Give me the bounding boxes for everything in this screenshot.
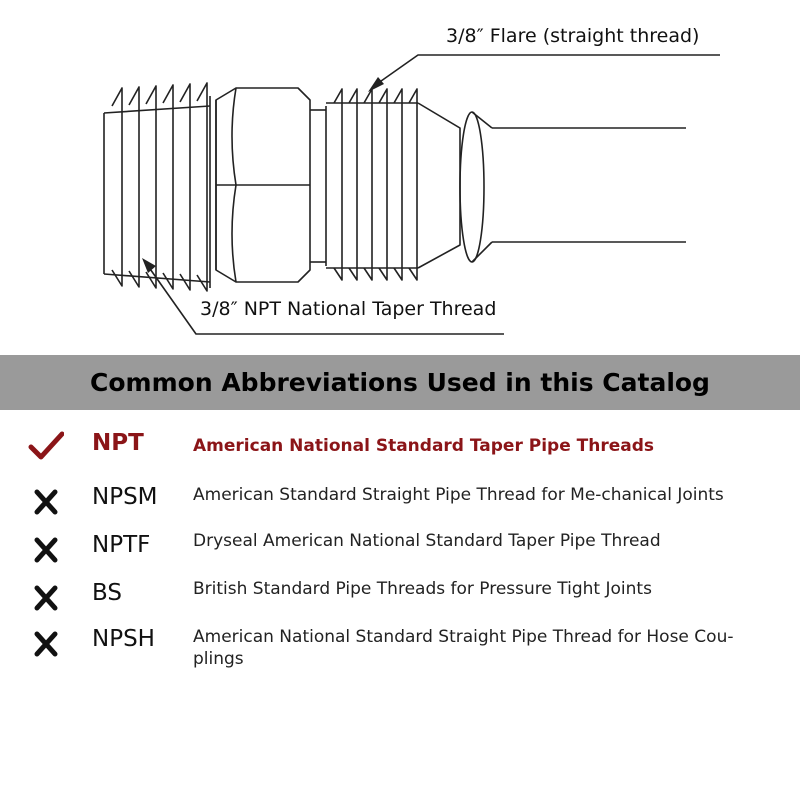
abbreviation-description: American National Standard Taper Pipe Threads	[193, 436, 655, 456]
cross-icon	[28, 584, 64, 614]
section-banner	[0, 355, 800, 410]
abbreviation-code: BS	[92, 580, 122, 606]
abbreviation-description: American National Standard Straight Pipe Thread for Hose Cou-plings	[193, 627, 734, 669]
hex-body	[216, 88, 310, 282]
abbreviation-description: Dryseal American National Standard Taper Pipe Thread	[193, 531, 661, 551]
thread-crest	[197, 83, 207, 291]
thread-crest	[364, 89, 372, 280]
abbreviation-code: NPSH	[92, 626, 155, 652]
check-icon	[28, 430, 64, 460]
abbreviation-code: NPTF	[92, 532, 151, 558]
abbreviation-description: American Standard Straight Pipe Thread for Me-chanical Joints	[193, 485, 724, 505]
flare-thread	[310, 89, 460, 280]
abbreviation-code: NPSM	[92, 484, 158, 510]
cross-icon	[28, 488, 64, 518]
thread-crest	[379, 89, 387, 280]
npt-callout-label: 3/8″ NPT National Taper Thread	[200, 298, 497, 320]
thread-crest	[349, 89, 357, 280]
thread-crest	[180, 84, 190, 290]
thread-crest	[163, 85, 173, 289]
thread-crest	[146, 86, 156, 288]
banner-title: Common Abbreviations Used in this Catalog	[90, 368, 710, 397]
thread-crest	[409, 89, 417, 280]
leader-npt	[142, 258, 504, 334]
leader-flare	[368, 55, 720, 92]
abbreviation-code: NPT	[92, 430, 144, 456]
cross-icon	[28, 630, 64, 660]
thread-crest	[129, 87, 139, 287]
thread-crest	[112, 88, 122, 286]
cross-icon	[28, 536, 64, 566]
thread-crest	[334, 89, 342, 280]
abbreviation-description: British Standard Pipe Threads for Pressure Tight Joints	[193, 579, 652, 599]
flare-callout-label: 3/8″ Flare (straight thread)	[446, 25, 700, 47]
thread-crest	[394, 89, 402, 280]
flare-tube	[460, 112, 686, 262]
npt-thread	[104, 83, 210, 291]
